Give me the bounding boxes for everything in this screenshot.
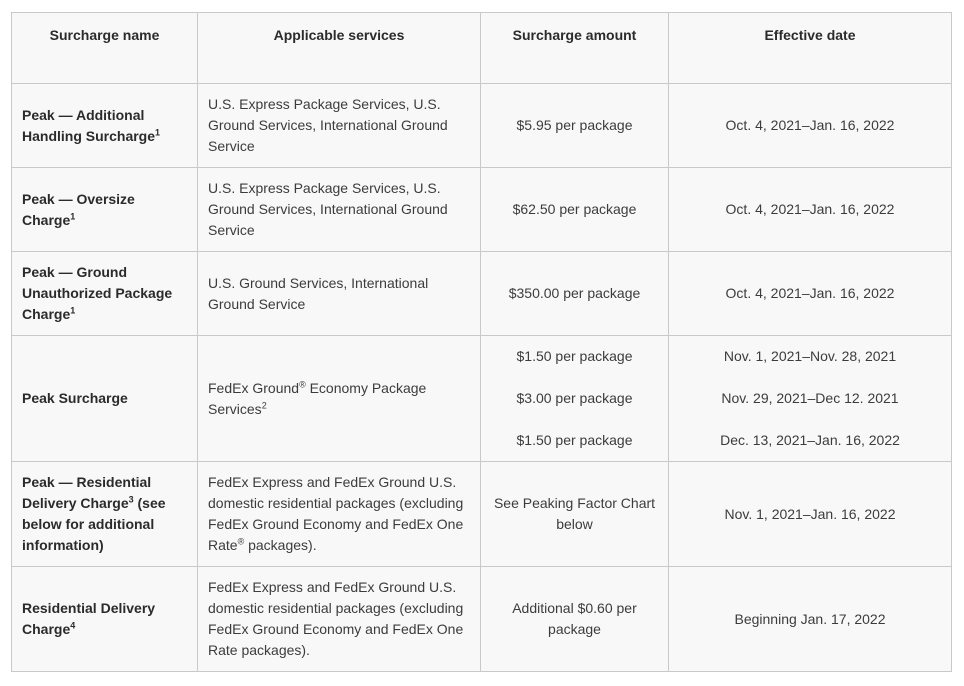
amount-cell [481,336,669,462]
header-applicable-services: Applicable services [198,13,481,84]
header-row [12,13,952,84]
table-row [12,252,952,336]
header-effective-date: Effective date [669,13,952,84]
date-line: Dec. 13, 2021–Jan. 16, 2022 [720,432,900,448]
services-cell: U.S. Express Package Services, U.S. Ground Services, International Ground Service [198,168,481,252]
services-cell: FedEx Express and FedEx Ground U.S. domestic residential packages (excluding FedEx Ground Economy and FedEx One Rate packages). [198,567,481,672]
amount-line: $1.50 per package [516,432,633,448]
header-surcharge-amount: Surcharge amount [481,13,669,84]
table-row [12,84,952,168]
amount-cell: $350.00 per package [481,252,669,336]
services-cell: FedEx Express and FedEx Ground U.S. domestic residential packages (excluding FedEx Ground Economy and FedEx One Rate® packages). [198,462,481,567]
date-cell: Nov. 1, 2021–Jan. 16, 2022 [669,462,952,567]
amount-line: $3.00 per package [516,390,633,406]
amount-cell: $5.95 per package [481,84,669,168]
services-cell: FedEx Ground® Economy Package Services$^2$ [198,336,481,462]
header-surcharge-name: Surcharge name [12,13,198,84]
table-row [12,168,952,252]
table-row [12,567,952,672]
surcharge-name-cell: Peak — Oversize Charge$^1$ [12,168,198,252]
surcharge-name-cell: Peak — Ground Unauthorized Package Charge$^1$ [12,252,198,336]
surcharge-name-cell: Peak — Residential Delivery Charge$^3$ (see below for additional information) [12,462,198,567]
date-cell: Beginning Jan. 17, 2022 [669,567,952,672]
date-cell: Oct. 4, 2021–Jan. 16, 2022 [669,84,952,168]
amount-cell: $62.50 per package [481,168,669,252]
surcharge-name-cell: Peak Surcharge [12,336,198,462]
services-cell: U.S. Express Package Services, U.S. Ground Services, International Ground Service [198,84,481,168]
amount-line: $1.50 per package [516,348,633,364]
surcharge-name-cell: Peak — Additional Handling Surcharge$^1$ [12,84,198,168]
services-cell: U.S. Ground Services, International Ground Service [198,252,481,336]
table-row [12,462,952,567]
date-cell [669,336,952,462]
date-cell: Oct. 4, 2021–Jan. 16, 2022 [669,252,952,336]
surcharge-name-cell: Residential Delivery Charge$^4$ [12,567,198,672]
date-line: Nov. 29, 2021–Dec 12. 2021 [721,390,899,406]
surcharge-table [11,12,952,672]
amount-cell: See Peaking Factor Chart below [481,462,669,567]
table-row [12,336,952,462]
date-cell: Oct. 4, 2021–Jan. 16, 2022 [669,168,952,252]
date-line: Nov. 1, 2021–Nov. 28, 2021 [723,348,897,364]
amount-cell: Additional $0.60 per package [481,567,669,672]
